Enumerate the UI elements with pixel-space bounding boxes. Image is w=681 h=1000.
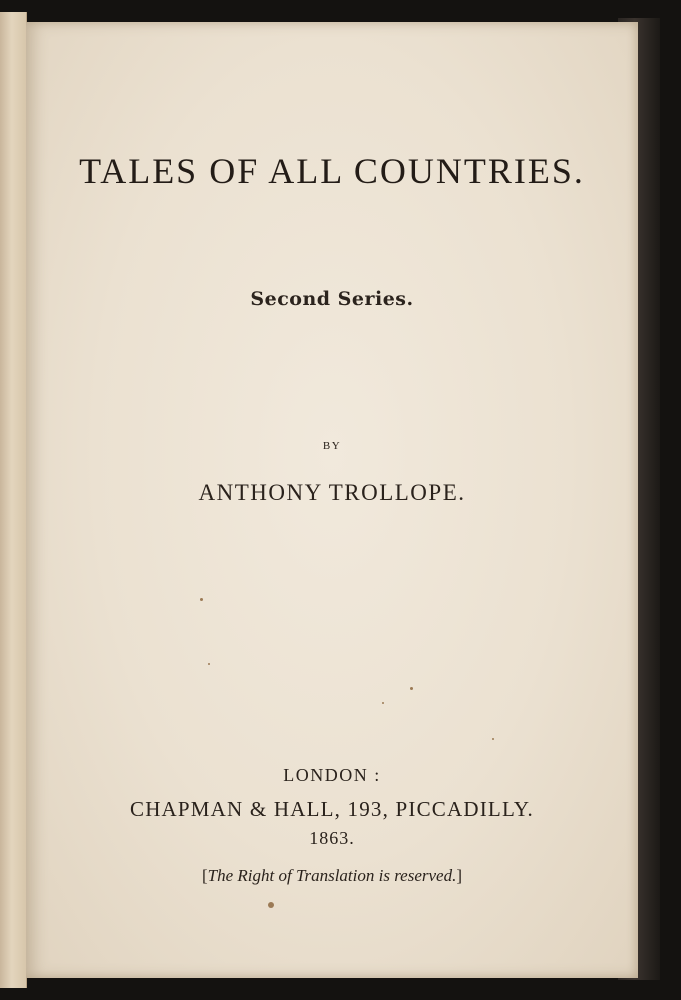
imprint-city: LONDON : bbox=[283, 765, 381, 785]
series-subtitle: Second Series. bbox=[250, 288, 414, 310]
notice-open-bracket: [ bbox=[201, 866, 208, 885]
foxing-spot bbox=[410, 687, 413, 690]
imprint-year: 1863. bbox=[309, 828, 355, 848]
notice-close-bracket: ] bbox=[456, 866, 463, 885]
notice-text: The Right of Translation is reserved. bbox=[207, 866, 457, 885]
foxing-spot bbox=[208, 663, 210, 665]
facing-page-edge bbox=[0, 12, 27, 988]
rights-notice bbox=[26, 866, 638, 886]
book-title: TALES OF ALL COUNTRIES. bbox=[79, 151, 585, 191]
title-page bbox=[26, 22, 638, 978]
author-name: ANTHONY TROLLOPE. bbox=[198, 480, 466, 505]
foxing-spot bbox=[492, 738, 494, 740]
foxing-spot bbox=[268, 902, 274, 908]
imprint-publisher: CHAPMAN & HALL, 193, PICCADILLY. bbox=[129, 797, 534, 821]
foxing-spot bbox=[382, 702, 384, 704]
by-line: BY bbox=[322, 440, 342, 452]
foxing-spot bbox=[200, 598, 203, 601]
